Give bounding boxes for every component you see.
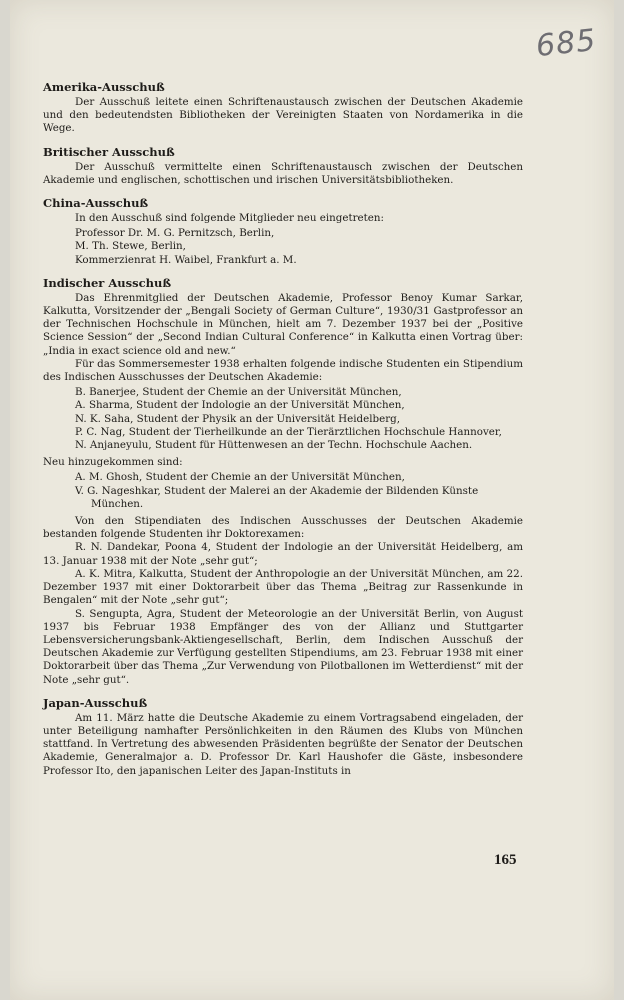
list-item: P. C. Nag, Student der Tierheilkunde an der Tierärztlichen Hochschule Hannover, (75, 425, 502, 438)
paragraph: Der Ausschuß leitete einen Schriftenaustausch zwischen der Deutschen Akademie und den bedeutendsten Bibliotheken der Vereinigten Staaten von Nordamerika in die Wege. (43, 96, 523, 135)
document-page (10, 0, 614, 1000)
section-heading: Indischer Ausschuß (43, 275, 172, 290)
section-indisch (43, 276, 523, 687)
paragraph: S. Sengupta, Agra, Student der Meteorologie an der Universität Berlin, von August 1937 bis Februar 1938 Empfänger des von der Allianz und Stuttgarter Lebensversicherungsbank-Aktiengesellschaft, Berlin, dem Indischen Ausschuß der Deutschen Akademie zur Verfügung gestellten Stipendiums, am 23. Februar 1938 mit einer Doktorarbeit über das Thema „Zur Verwendung von Pilotballonen im Wetterdienst“ mit der Note „sehr gut“. (43, 607, 523, 686)
list-item: N. Anjaneyulu, Student für Hüttenwesen an der Techn. Hochschule Aachen. (75, 439, 473, 452)
paragraph: Der Ausschuß vermittelte einen Schriftenaustausch zwischen der Deutschen Akademie und englischen, schottischen und irischen Universitätsbibliotheken. (43, 160, 523, 186)
list-item: V. G. Nageshkar, Student der Malerei an der Akademie der Bildenden Künste München. (75, 484, 479, 510)
paragraph: Für das Sommersemester 1938 erhalten folgende indische Studenten ein Stipendium des Indischen Ausschusses der Deutschen Akademie: (43, 357, 523, 384)
section-heading: China-Ausschuß (43, 196, 149, 211)
student-list (75, 386, 523, 452)
list-item: A. M. Ghosh, Student der Chemie an der Universität München, (75, 471, 405, 484)
list-item: Kommerzienrat H. Waibel, Frankfurt a. M. (75, 253, 297, 266)
paragraph: Das Ehrenmitglied der Deutschen Akademie, Professor Benoy Kumar Sarkar, Kalkutta, Vorsitzender der „Bengali Society of German Culture“, 1930/31 Gastprofessor an der Technischen Hochschule in München, hielt am 7. Dezember 1937 bei der „Positive Science Session“ der „Second Indian Cultural Conference“ in Kalkutta einen Vortrag über: „India in exact science old and new.“ (43, 291, 523, 357)
paragraph: Von den Stipendiaten des Indischen Ausschusses der Deutschen Akademie bestanden folgende Studenten ihr Doktorexamen: (43, 515, 523, 541)
member-list (75, 227, 523, 267)
paragraph: Am 11. März hatte die Deutsche Akademie zu einem Vortragsabend eingeladen, der unter Beteiligung namhafter Persönlichkeiten in den Räumen des Klubs von München stattfand. In Vertretung des abwesenden Präsidenten begrüßte der Senator der Deutschen Akademie, Generalmajor a. D. Professor Dr. Karl Haushofer die Gäste, insbesondere Professor Ito, den japanischen Leiter des Japan-Instituts in (43, 711, 523, 777)
section-heading: Japan-Ausschuß (43, 695, 148, 710)
section-amerika (43, 80, 523, 136)
page-content (43, 80, 523, 787)
section-heading: Britischer Ausschuß (43, 144, 175, 159)
paragraph: A. K. Mitra, Kalkutta, Student der Anthropologie an der Universität München, am 22. Dezember 1937 mit einer Doktorarbeit über das Thema „Beitrag zur Rassenkunde in Bengalen“ mit der Note „sehr gut“; (43, 567, 523, 607)
paragraph: Neu hinzugekommen sind: (43, 456, 183, 469)
paragraph: In den Ausschuß sind folgende Mitglieder neu eingetreten: (75, 212, 384, 225)
section-heading: Amerika-Ausschuß (43, 80, 165, 94)
handwritten-folio-number: 685 (534, 22, 598, 65)
section-japan (43, 696, 523, 778)
list-item: B. Banerjee, Student der Chemie an der Universität München, (75, 386, 402, 399)
section-china (43, 196, 523, 267)
list-item: A. Sharma, Student der Indologie an der Universität München, (75, 399, 405, 412)
new-student-list (75, 471, 523, 511)
list-item: Professor Dr. M. G. Pernitzsch, Berlin, (75, 227, 275, 240)
list-item: M. Th. Stewe, Berlin, (75, 240, 186, 253)
page-number: 165 (494, 852, 517, 868)
section-britisch (43, 145, 523, 187)
paragraph: R. N. Dandekar, Poona 4, Student der Indologie an der Universität Heidelberg, am 13. Januar 1938 mit der Note „sehr gut“; (43, 541, 523, 567)
list-item: N. K. Saha, Student der Physik an der Universität Heidelberg, (75, 412, 400, 425)
